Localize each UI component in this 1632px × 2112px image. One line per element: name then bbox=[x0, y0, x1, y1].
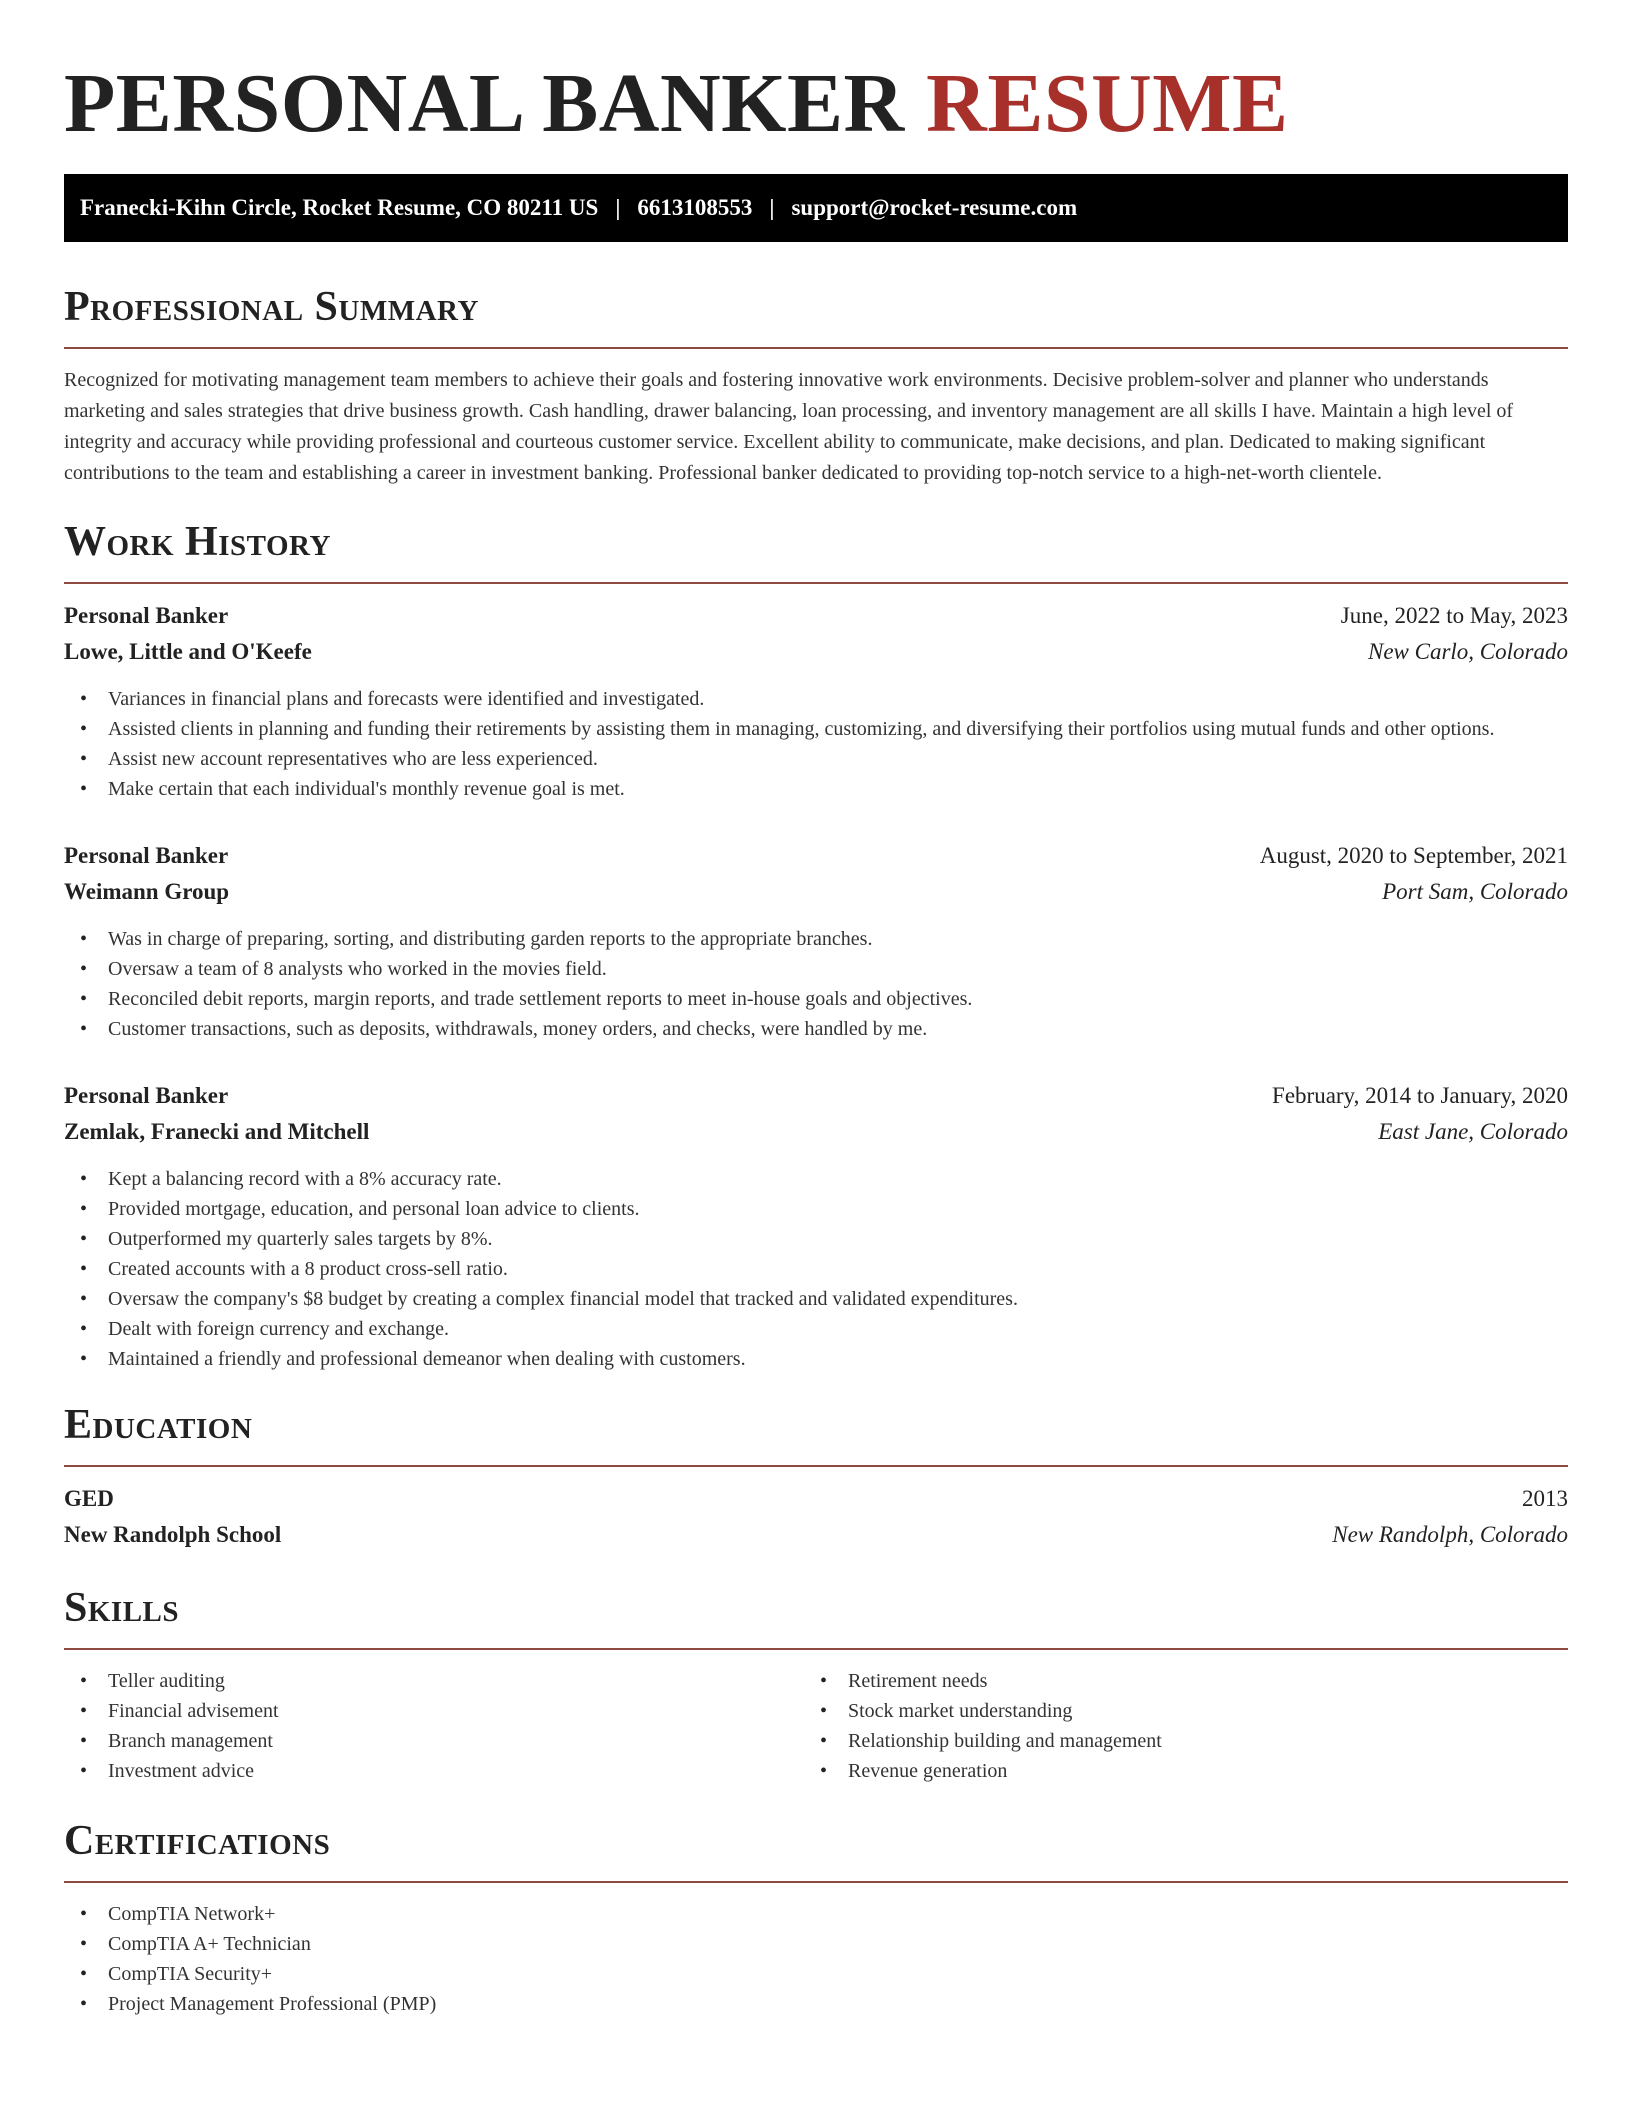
job-entry bbox=[64, 1078, 1568, 1374]
job-bullet: • Created accounts with a 8 product cross-sell ratio. bbox=[64, 1254, 1568, 1284]
job-bullet: • Make certain that each individual's monthly revenue goal is met. bbox=[64, 774, 1568, 804]
summary-section bbox=[64, 282, 1568, 489]
job-bullet: • Oversaw a team of 8 analysts who worked in the movies field. bbox=[64, 954, 1568, 984]
skills-grid bbox=[64, 1666, 1568, 1786]
job-entry bbox=[64, 598, 1568, 804]
certifications-heading: Certifications bbox=[64, 1818, 331, 1864]
certification-item: • CompTIA A+ Technician bbox=[64, 1929, 1568, 1959]
skills-heading: Skills bbox=[64, 1585, 180, 1631]
skill-item: • Revenue generation bbox=[804, 1756, 1544, 1786]
job-bullet: • Kept a balancing record with a 8% accuracy rate. bbox=[64, 1164, 1568, 1194]
skills-column-left bbox=[64, 1666, 804, 1786]
job-bullet: • Customer transactions, such as deposits, withdrawals, money orders, and checks, were handled by me. bbox=[64, 1014, 1568, 1044]
summary-text: Recognized for motivating management team members to achieve their goals and fostering innovative work environments. Decisive problem-solver and planner who understands marketing and sales strategies that drive business growth. Cash handling, drawer balancing, loan processing, and inventory management are all skills I have. Maintain a high level of integrity and accuracy while providing professional and courteous customer service. Excellent ability to communicate, make decisions, and plan. Dedicated to making significant contributions to the team and establishing a career in investment banking. Professional banker dedicated to providing top-notch service to a high-net-worth clientele. bbox=[64, 369, 1514, 484]
contact-bar bbox=[64, 174, 1568, 242]
job-location: East Jane, Colorado bbox=[1378, 1119, 1568, 1144]
title-main: PERSONAL BANKER bbox=[64, 57, 905, 150]
job-bullet: • Reconciled debit reports, margin reports, and trade settlement reports to meet in-house goals and objectives. bbox=[64, 984, 1568, 1014]
job-title: Personal Banker bbox=[64, 1083, 229, 1108]
skill-item: • Stock market understanding bbox=[804, 1696, 1544, 1726]
job-entry bbox=[64, 838, 1568, 1044]
job-bullet: • Was in charge of preparing, sorting, and distributing garden reports to the appropriate branches. bbox=[64, 924, 1568, 954]
certifications-section bbox=[64, 1816, 1568, 2019]
skills-column-right bbox=[804, 1666, 1544, 1786]
contact-separator: | bbox=[769, 195, 775, 220]
certification-item: • CompTIA Network+ bbox=[64, 1899, 1568, 1929]
section-divider bbox=[64, 347, 1568, 349]
education-section bbox=[64, 1400, 1568, 1553]
skills-section bbox=[64, 1583, 1568, 1786]
job-bullet: • Outperformed my quarterly sales targets by 8%. bbox=[64, 1224, 1568, 1254]
job-location: New Carlo, Colorado bbox=[1367, 639, 1568, 664]
job-title: Personal Banker bbox=[64, 603, 229, 628]
job-title: Personal Banker bbox=[64, 843, 229, 868]
education-heading: Education bbox=[64, 1402, 253, 1448]
work-history-section bbox=[64, 517, 1568, 1374]
job-location: Port Sam, Colorado bbox=[1382, 879, 1568, 904]
job-bullet: • Oversaw the company's $8 budget by creating a complex financial model that tracked and validated expenditures. bbox=[64, 1284, 1568, 1314]
section-divider bbox=[64, 582, 1568, 584]
job-dates: June, 2022 to May, 2023 bbox=[1340, 603, 1568, 628]
contact-address: Franecki-Kihn Circle, Rocket Resume, CO 80211 US bbox=[80, 195, 599, 220]
contact-phone[interactable]: 6613108553 bbox=[637, 195, 753, 220]
contact-email[interactable]: support@rocket-resume.com bbox=[791, 195, 1078, 220]
skill-item: • Financial advisement bbox=[64, 1696, 804, 1726]
job-bullet: • Assist new account representatives who are less experienced. bbox=[64, 744, 1568, 774]
certification-item: • CompTIA Security+ bbox=[64, 1959, 1568, 1989]
skill-item: • Branch management bbox=[64, 1726, 804, 1756]
job-list bbox=[64, 598, 1568, 1374]
job-bullet: • Variances in financial plans and forecasts were identified and investigated. bbox=[64, 684, 1568, 714]
education-location: New Randolph, Colorado bbox=[1332, 1522, 1568, 1547]
job-bullet-list bbox=[64, 924, 1568, 1044]
skill-item: • Relationship building and management bbox=[804, 1726, 1544, 1756]
job-company: Weimann Group bbox=[64, 879, 230, 904]
job-bullet-list bbox=[64, 1164, 1568, 1374]
resume-title bbox=[64, 58, 1568, 150]
job-company: Zemlak, Franecki and Mitchell bbox=[64, 1119, 370, 1144]
job-dates: August, 2020 to September, 2021 bbox=[1259, 843, 1568, 868]
section-divider bbox=[64, 1648, 1568, 1650]
skill-item: • Teller auditing bbox=[64, 1666, 804, 1696]
contact-separator: | bbox=[615, 195, 621, 220]
summary-heading: Professional Summary bbox=[64, 284, 479, 330]
education-school: New Randolph School bbox=[64, 1522, 282, 1547]
section-divider bbox=[64, 1881, 1568, 1883]
skill-item: • Retirement needs bbox=[804, 1666, 1544, 1696]
job-bullet: • Maintained a friendly and professional demeanor when dealing with customers. bbox=[64, 1344, 1568, 1374]
job-bullet-list bbox=[64, 684, 1568, 804]
skill-item: • Investment advice bbox=[64, 1756, 804, 1786]
education-year: 2013 bbox=[1522, 1486, 1568, 1511]
section-divider bbox=[64, 1465, 1568, 1467]
resume-page bbox=[64, 0, 1568, 2019]
certification-item: • Project Management Professional (PMP) bbox=[64, 1989, 1568, 2019]
education-entry bbox=[64, 1481, 1568, 1553]
job-bullet: • Dealt with foreign currency and exchange. bbox=[64, 1314, 1568, 1344]
education-degree: GED bbox=[64, 1486, 114, 1511]
job-bullet: • Provided mortgage, education, and personal loan advice to clients. bbox=[64, 1194, 1568, 1224]
certifications-list bbox=[64, 1899, 1568, 2019]
job-bullet: • Assisted clients in planning and funding their retirements by assisting them in managing, customizing, and diversifying their portfolios using mutual funds and other options. bbox=[64, 714, 1568, 744]
work-history-heading: Work History bbox=[64, 519, 331, 565]
job-dates: February, 2014 to January, 2020 bbox=[1272, 1083, 1568, 1108]
job-company: Lowe, Little and O'Keefe bbox=[64, 639, 312, 664]
title-accent: RESUME bbox=[926, 57, 1289, 150]
